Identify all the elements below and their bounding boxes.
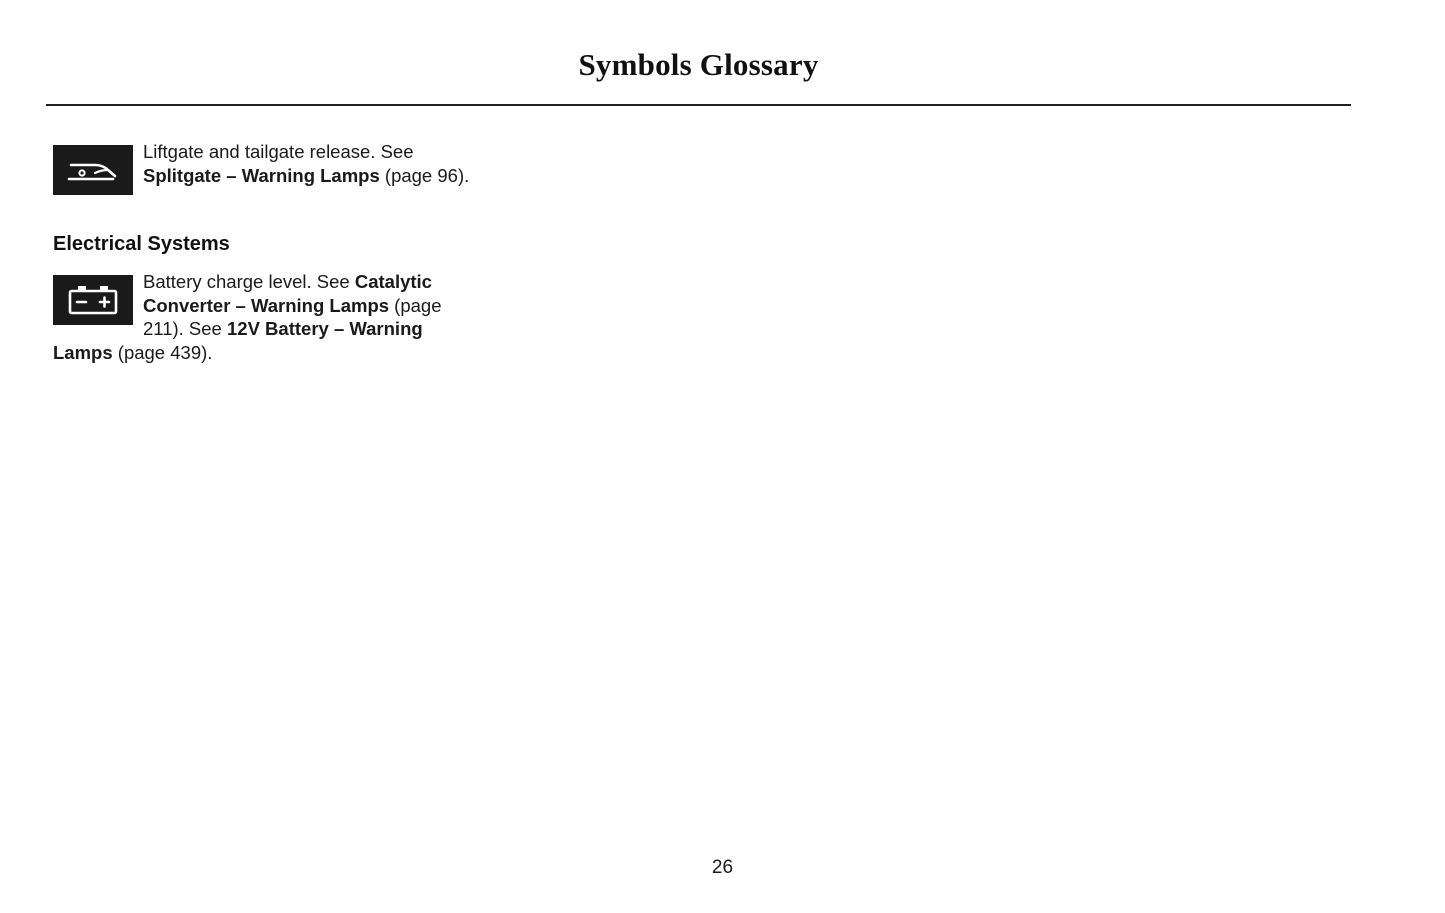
page-title: Symbols Glossary [578,47,819,82]
entry-text-segment-bold: Catalytic Converter – Warning Lamps [143,271,432,316]
glossary-entry [53,140,473,187]
glossary-content [53,140,473,383]
entry-text-segment: (page 439). [112,341,213,363]
battery-charge-level-icon [53,275,133,325]
glossary-entry [53,270,473,364]
entry-text-segment-bold: 12V Battery – Warning Lamps [53,318,423,363]
entry-text-segment-bold: Splitgate – Warning Lamps [143,164,380,186]
entry-text-segment: Battery charge level. See [143,271,355,293]
section-heading: Electrical Systems [53,233,230,256]
header-divider [46,104,1351,106]
entry-text-segment: Liftgate and tailgate release. See [143,141,414,162]
liftgate-tailgate-release-icon [53,145,133,195]
entry-text-segment: (page 96). [379,164,470,186]
page-header [46,48,1351,82]
page-number: 26 [711,857,734,878]
entry-text-segment: (page 211). See [143,294,442,340]
page-footer [0,857,1445,879]
